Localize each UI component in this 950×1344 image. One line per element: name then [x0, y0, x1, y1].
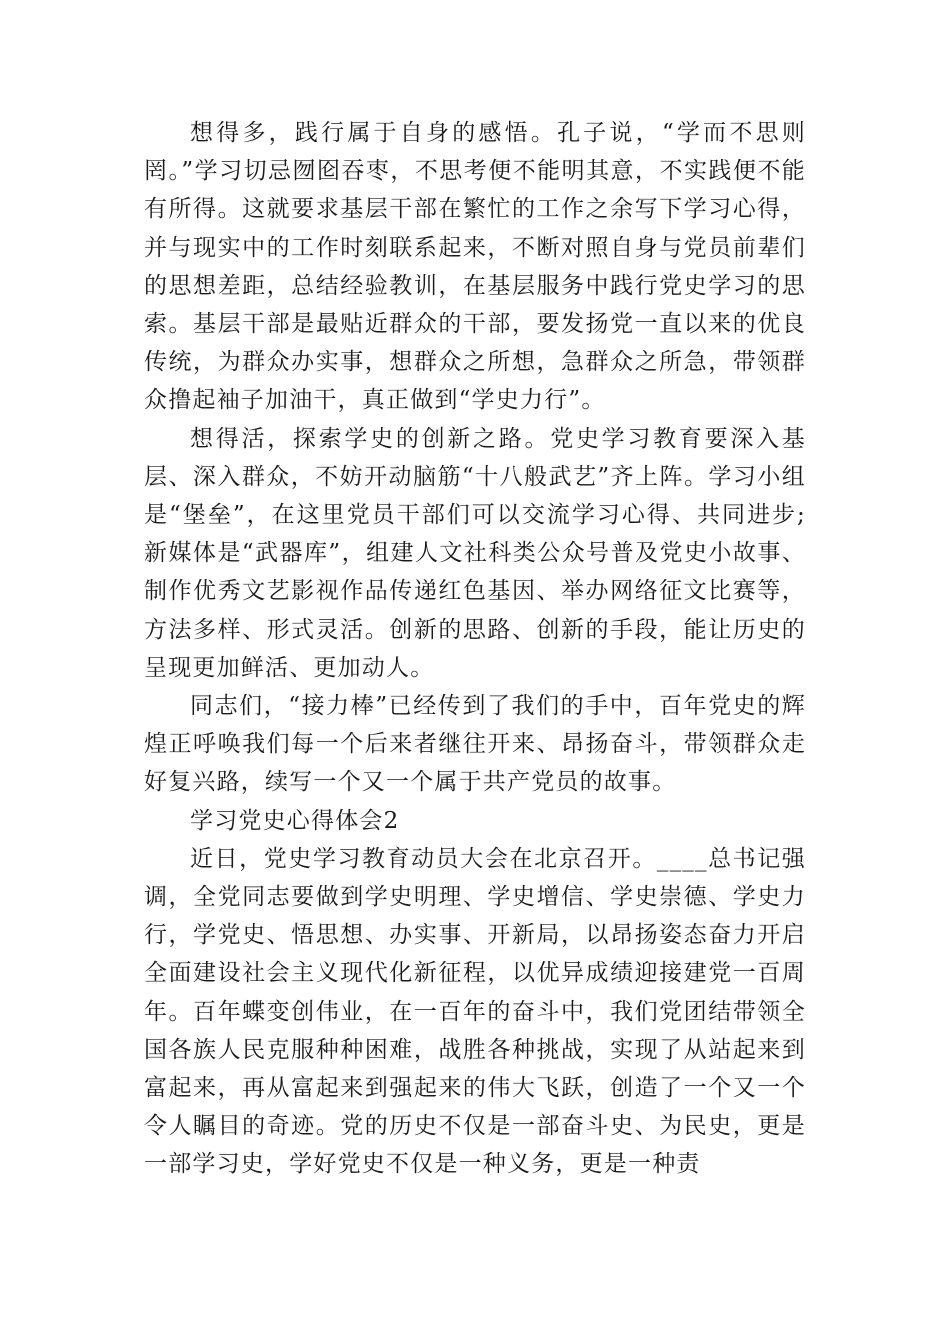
paragraph-thinking-more: 想得多，践行属于自身的感悟。孔子说，“学而不思则罔。”学习切忌囫囵吞枣，不思考便不能明其意，不实践便不能有所得。这就要求基层干部在繁忙的工作之余写下学习心得，并与现实中的工作时刻联系起来，不断对照自身与党员前辈们的思想差距，总结经验教训，在基层服务中践行党史学习的思索。基层干部是最贴近群众的干部，要发扬党一直以来的优良传统，为群众办实事，想群众之所想，急群众之所急，带领群众撸起袖子加油干，真正做到“学史力行”。 [144, 120, 806, 414]
paragraph-thinking-flexibly: 想得活，探索学史的创新之路。党史学习教育要深入基层、深入群众，不妨开动脑筋“十八般武艺”齐上阵。学习小组是“堡垒”，在这里党员干部们可以交流学习心得、共同进步;新媒体是“武器库”，组建人文社科类公众号普及党史小故事、制作优秀文艺影视作品传递红色基因、举办网络征文比赛等，方法多样、形式灵活。创新的思路、创新的手段，能让历史的呈现更加鲜活、更加动人。 [144, 425, 806, 681]
paragraph-mobilization-meeting: 近日，党史学习教育动员大会在北京召开。____总书记强调，全党同志要做到学史明理、学史增信、学史崇德、学史力行，学党史、悟思想、办实事、开新局，以昂扬姿态奋力开启全面建设社会主义现代化新征程，以优异成绩迎接建党一百周年。百年蝶变创伟业，在一百年的奋斗中，我们党团结带领全国各族人民克服种种困难，战胜各种挑战，实现了从站起来到富起来，再从富起来到强起来的伟大飞跃，创造了一个又一个令人瞩目的奇迹。党的历史不仅是一部奋斗史、为民史，更是一部学习史，学好党史不仅是一种义务，更是一种责 [144, 845, 806, 1178]
paragraph-relay-baton: 同志们，“接力棒”已经传到了我们的手中，百年党史的辉煌正呼唤我们每一个后来者继往开来、昂扬奋斗，带领群众走好复兴路，续写一个又一个属于共产党员的故事。 [144, 693, 806, 796]
section-heading: 学习党史心得体会2 [190, 807, 400, 834]
document-page [144, 114, 806, 1184]
